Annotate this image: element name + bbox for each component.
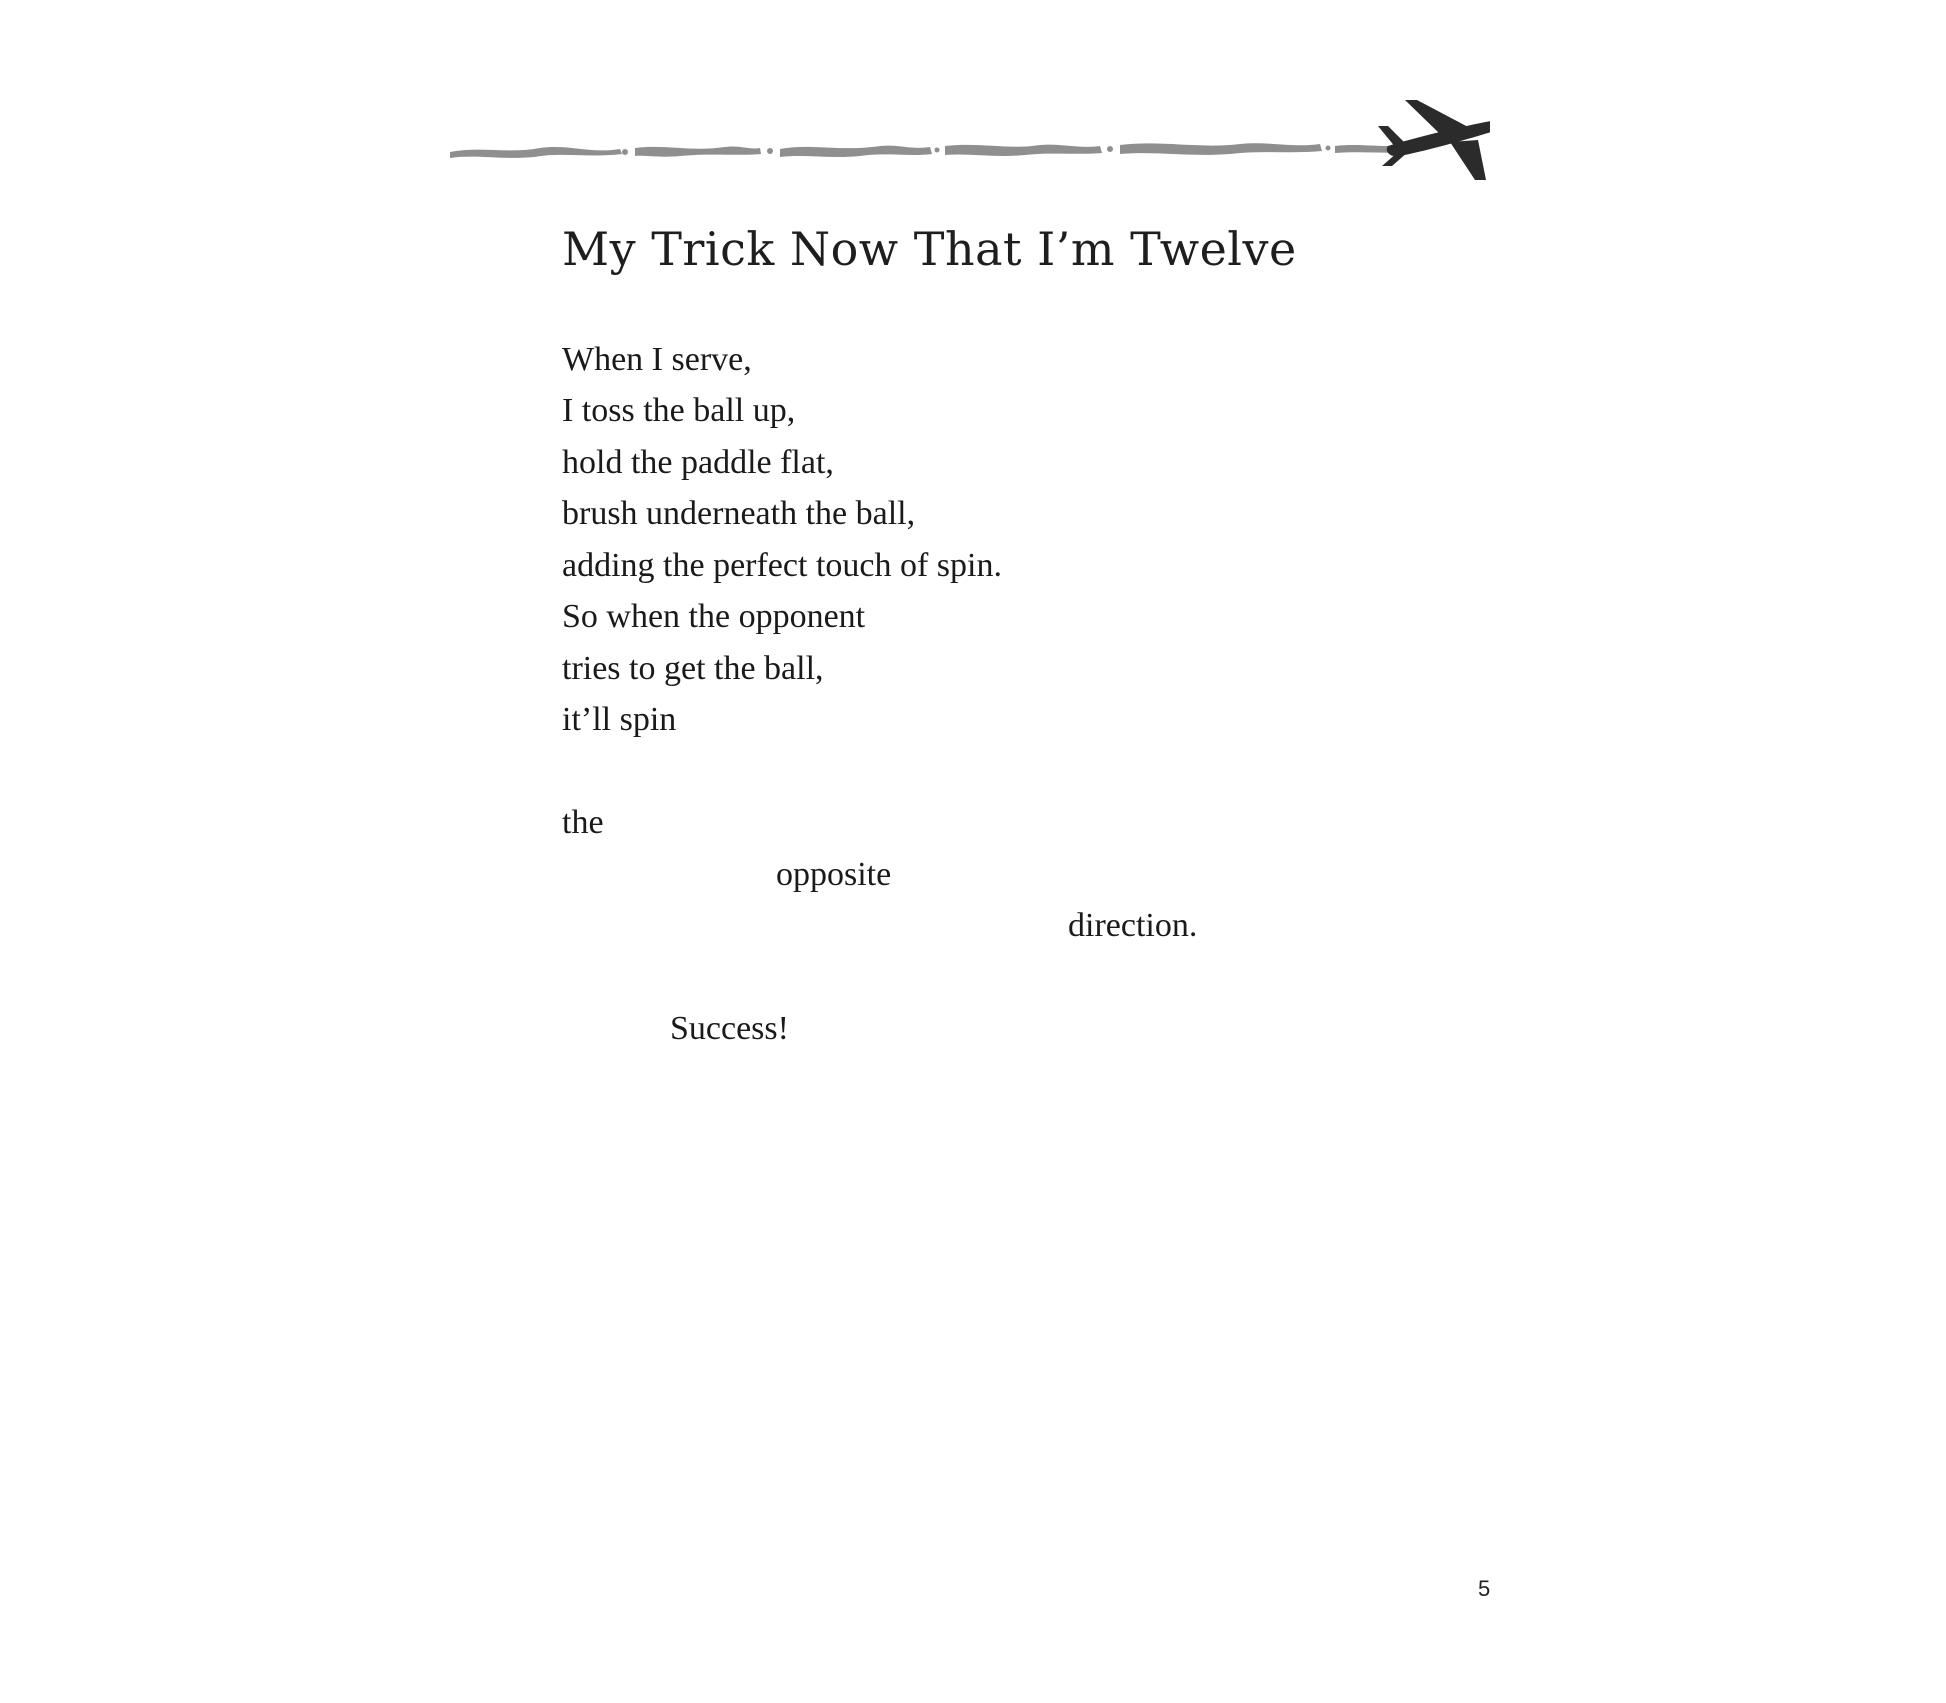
poem-line: hold the paddle flat, xyxy=(562,444,834,481)
poem-word-success: Success! xyxy=(670,1010,789,1047)
poem-line: brush underneath the ball, xyxy=(562,495,916,532)
poem-line: it’ll spin xyxy=(562,701,677,738)
airplane-contrail-decoration xyxy=(440,88,1490,188)
airplane-icon xyxy=(1378,100,1490,180)
poem-line: tries to get the ball, xyxy=(562,650,824,687)
poem-line: When I serve, xyxy=(562,341,752,378)
poem-line: So when the opponent xyxy=(562,598,866,635)
poem-word-the: the xyxy=(562,804,604,841)
page-number: 5 xyxy=(1478,1576,1491,1601)
poem-word-opposite: opposite xyxy=(776,856,892,893)
poem-line: I toss the ball up, xyxy=(562,392,796,429)
poem-word-direction: direction. xyxy=(1068,907,1198,944)
contrail xyxy=(450,143,1412,158)
poem-line: adding the perfect touch of spin. xyxy=(562,547,1002,584)
poem-title: My Trick Now That I’m Twelve xyxy=(562,222,1297,276)
